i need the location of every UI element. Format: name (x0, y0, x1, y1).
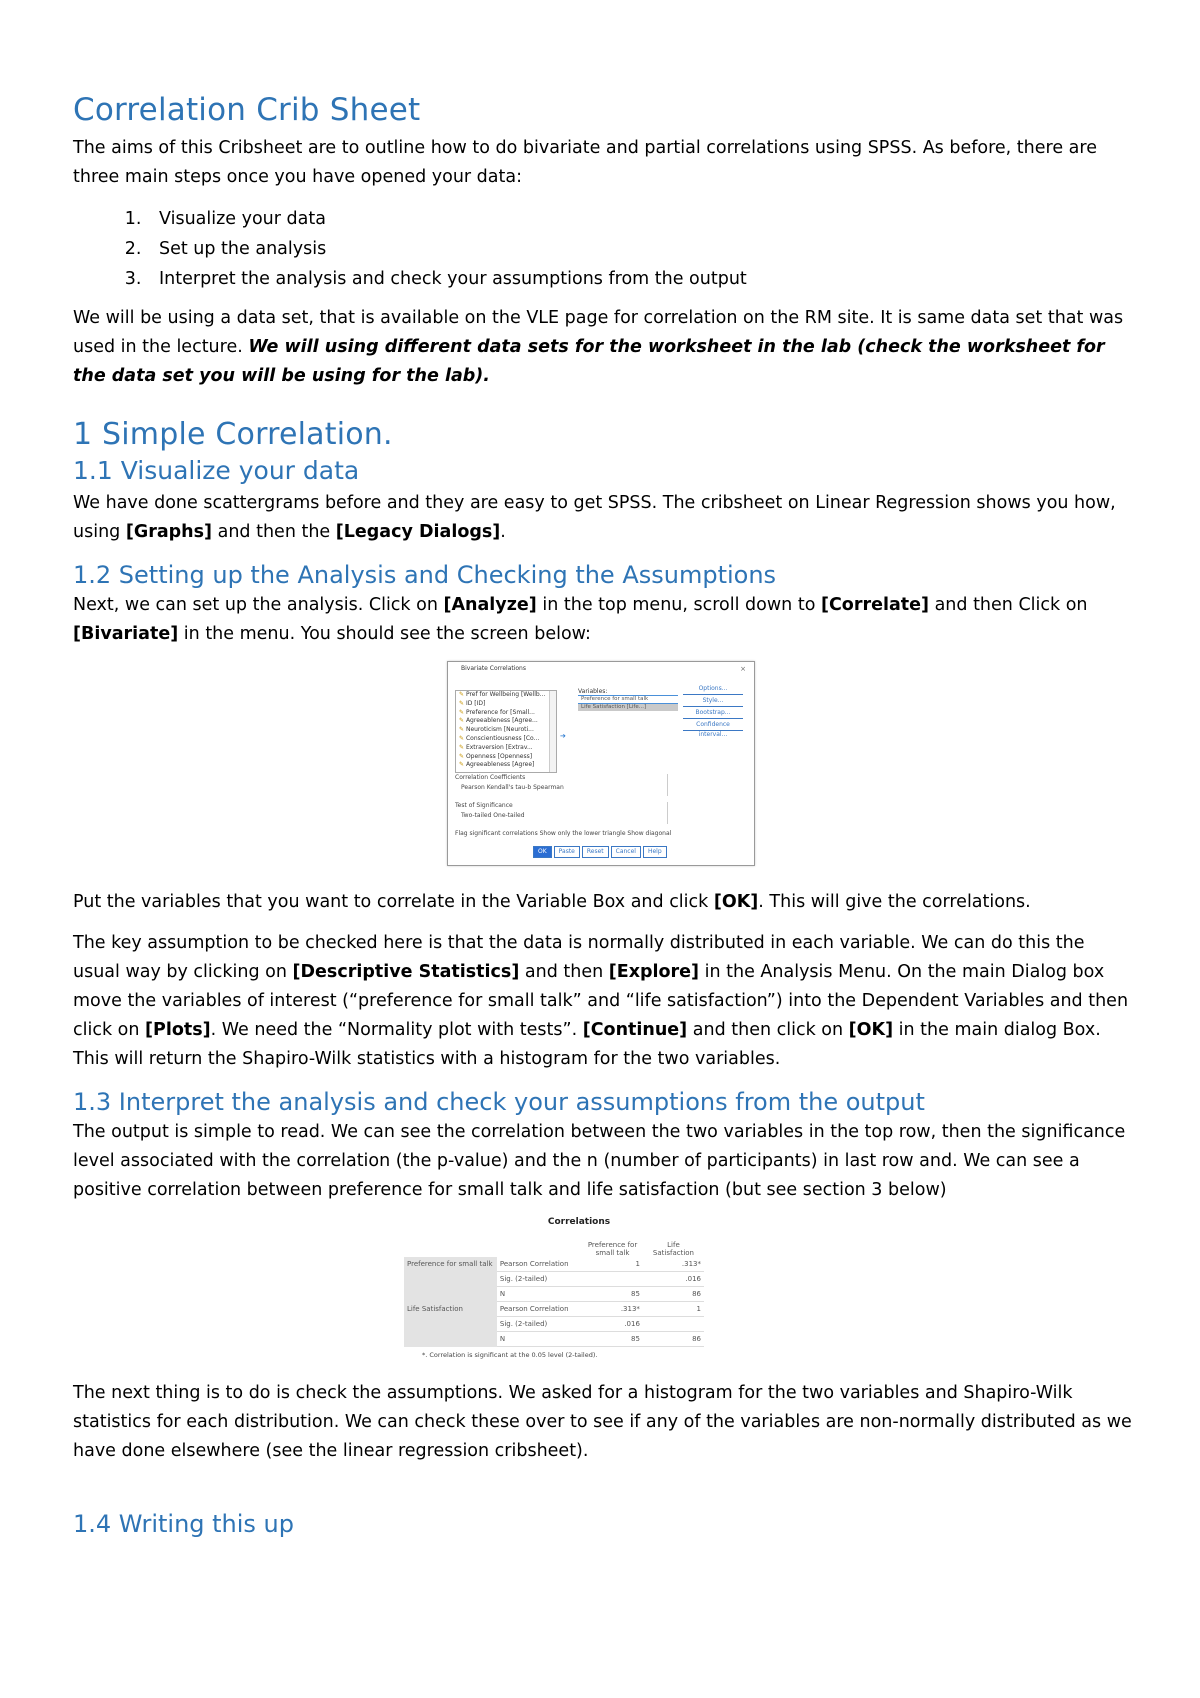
table-row: N 85 86 (404, 1332, 704, 1347)
confidence-interval-button: Confidence interval... (683, 720, 743, 731)
column-header: Preference for small talk (587, 1241, 638, 1257)
variables-paragraph: Put the variables that you want to correlate in the Variable Box and click [OK]. This will give the correlations. (73, 892, 1031, 912)
table-footnote: *. Correlation is significant at the 0.05 level (2-tailed). (422, 1351, 598, 1359)
list-item: ✎ Agreeableness [Agree... (459, 717, 538, 725)
document-page (73, 92, 1133, 1540)
list-item: ✎ Preference for [Small... (459, 708, 535, 716)
list-item: ✎ Extraversion [Extrav... (459, 743, 533, 751)
list-item: ✎ ID [ID] (459, 699, 486, 707)
move-arrow-icon: ➔ (560, 732, 566, 740)
correlations-table-figure (404, 1217, 714, 1359)
list-item: ✎ Openness [Openness] (459, 752, 533, 760)
variable-source-list (455, 690, 557, 773)
close-icon: × (740, 665, 746, 673)
section-heading-interpret: 1.3 Interpret the analysis and check your assumptions from the output (73, 1088, 925, 1116)
column-header: Life Satisfaction (652, 1241, 694, 1257)
list-item: 2. Set up the analysis (147, 234, 1133, 264)
assumption-paragraph: The key assumption to be checked here is that the data is normally distributed in each variable. We can do this the usual way by clicking on [Descriptive Statistics] and then [Explore] in the Analysis Menu. On the main Dialog box move the variables of interest (“preference for small talk” and “life satisfaction”) into the Dependent Variables and then click on [Plots]. We need the “Normality plot with tests”. [Continue] and then click on [OK] in the main dialog Box. This will return the Shapiro-Wilk statistics with a histogram for the two variables. (73, 933, 1129, 1069)
list-item: Life Satisfaction [Life...] (578, 703, 678, 711)
section-heading-simple-correlation: 1 Simple Correlation. (73, 417, 393, 452)
reset-button: Reset (582, 846, 609, 858)
intro-paragraph: The aims of this Cribsheet are to outline how to do bivariate and partial correlations using SPSS. As before, there are three main steps once you have opened your data: (73, 138, 1097, 187)
scrollbar (549, 691, 556, 772)
table-row: Life Satisfaction Pearson Correlation .313* 1 (404, 1302, 704, 1317)
flag-options: Flag significant correlations Show only the lower triangle Show diagonal (455, 830, 672, 837)
list-item: ✎ Conscientiousness [Co... (459, 734, 540, 742)
dialog-titlebar (452, 665, 750, 675)
dialog-side-buttons (683, 684, 743, 738)
table-row: Preference for small talk Pearson Correlation 1 .313* (404, 1257, 704, 1272)
dataset-paragraph: We will be using a data set, that is available on the VLE page for correlation on the RM site. It is same data set that was used in the lecture. We will using different data sets for the worksheet in the lab (check the worksheet for the data set you will be using for the lab). (73, 308, 1124, 386)
coefficient-group: Correlation Coefficients Pearson Kendall's tau-b Spearman (455, 774, 668, 796)
style-button: Style... (683, 696, 743, 707)
ok-button: OK (533, 846, 552, 858)
list-item: 1. Visualize your data (147, 204, 1133, 234)
table-title: Correlations (547, 1217, 611, 1227)
list-item: ✎ Agreeableness [Agree] (459, 761, 535, 769)
setup-paragraph: Next, we can set up the analysis. Click on [Analyze] in the top menu, scroll down to [Correlate] and then Click on [Bivariate] in the menu. You should see the screen below: (73, 595, 1088, 644)
list-item: Preference for small talk (578, 695, 678, 703)
section-heading-visualize: 1.1 Visualize your data (73, 456, 360, 485)
table-row: Sig. (2-tailed) .016 (404, 1317, 704, 1332)
section-heading-writing: 1.4 Writing this up (73, 1510, 295, 1538)
options-button: Options... (683, 684, 743, 695)
significance-group: Test of Significance Two-tailed One-tailed (455, 802, 668, 824)
interpret-paragraph: The output is simple to read. We can see the correlation between the two variables in the top row, then the significance level associated with the correlation (the p-value) and the n (number of participants) in last row and. We can see a positive correlation between preference for small talk and life satisfaction (but see section 3 below) (73, 1122, 1126, 1200)
variables-box: Variables: Preference for small talk Life Satisfaction [Life...] (578, 688, 678, 718)
list-item: 3. Interpret the analysis and check your assumptions from the output (147, 264, 1133, 294)
dialog-title: Bivariate Correlations (461, 665, 526, 672)
correlations-table (404, 1233, 704, 1347)
visualize-paragraph: We have done scattergrams before and they are easy to get SPSS. The cribsheet on Linear Regression shows you how, using [Graphs] and then the [Legacy Dialogs]. (73, 493, 1116, 542)
page-title: Correlation Crib Sheet (73, 92, 421, 128)
table-row: N 85 86 (404, 1287, 704, 1302)
cancel-button: Cancel (611, 846, 641, 858)
list-item: ✎ Pref for Wellbeing [Wellb... (459, 691, 546, 698)
assumptions-check-paragraph: The next thing is to do is check the assumptions. We asked for a histogram for the two variables and Shapiro-Wilk statistics for each distribution. We can check these over to see if any of the variables are non-normally distributed as we have done elsewhere (see the linear regression cribsheet). (73, 1383, 1132, 1461)
steps-list (73, 204, 1133, 294)
bivariate-dialog-screenshot (447, 661, 755, 866)
section-heading-setup: 1.2 Setting up the Analysis and Checking the Assumptions (73, 561, 777, 589)
list-item: ✎ Neuroticism [Neuroti... (459, 726, 534, 734)
dialog-action-buttons (533, 846, 669, 858)
bootstrap-button: Bootstrap... (683, 708, 743, 719)
paste-button: Paste (554, 846, 580, 858)
table-row: Sig. (2-tailed) .016 (404, 1272, 704, 1287)
help-button: Help (643, 846, 667, 858)
